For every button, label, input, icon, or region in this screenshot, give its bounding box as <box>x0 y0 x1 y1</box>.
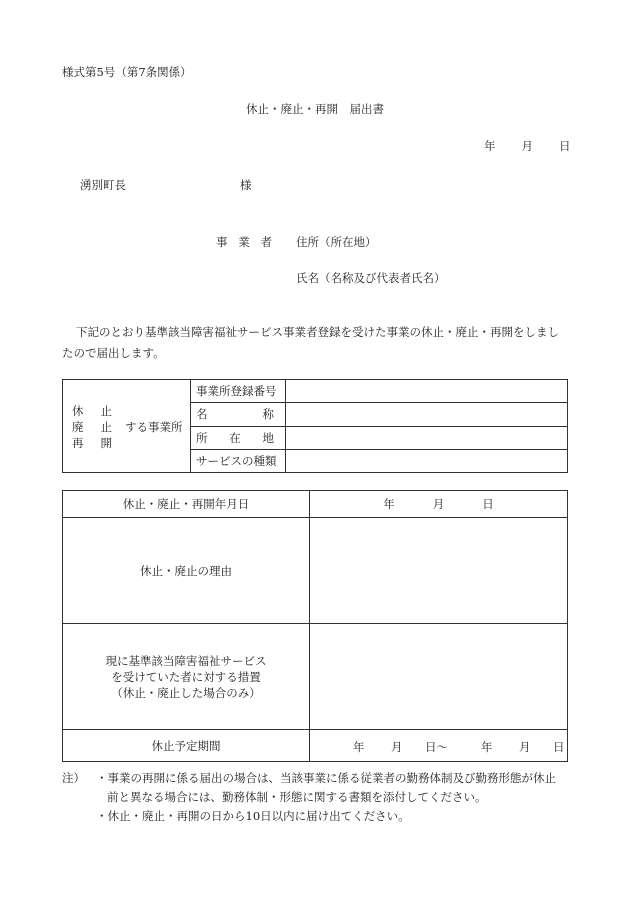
type-suspend: 休 止 <box>72 404 112 418</box>
measures-value[interactable] <box>310 624 568 730</box>
office-name-value[interactable] <box>286 403 568 426</box>
month-label: 月 <box>521 139 533 153</box>
applicant-char: 事 <box>216 235 228 249</box>
type-resume: 再 開 <box>72 436 112 450</box>
office-address-label: 所 在 地 <box>191 426 286 449</box>
note-1-line-1: ・事業の再開に係る届出の場合は、当該事業に係る従業者の勤務体制及び勤務形態が休止 <box>96 771 556 785</box>
office-table <box>62 379 568 473</box>
address-label: 住所（所在地） <box>296 235 377 249</box>
name-label: 氏名（名称及び代表者氏名） <box>296 271 446 285</box>
reason-label: 休止・廃止の理由 <box>63 518 310 624</box>
applicant-char: 者 <box>260 235 272 249</box>
document-title: 休止・廃止・再開 届出書 <box>246 102 384 116</box>
note-1-line-2: 前と異なる場合には、勤務体制・形態に関する書類を添付してください。 <box>107 790 487 804</box>
applicant-char: 業 <box>238 235 250 249</box>
registration-number-label: 事業所登録番号 <box>191 380 286 403</box>
office-type-suffix: する事業所 <box>125 420 183 434</box>
suspension-period-label: 休止予定期間 <box>63 730 310 762</box>
measures-label: 現に基準該当障害福祉サービス を受けていた者に対する措置 （休止・廃止した場合のみ） <box>63 624 310 730</box>
office-type-cell <box>63 380 191 473</box>
detail-table <box>62 490 568 762</box>
suspension-period-value[interactable]: 年 月 日～ 年 月 日 <box>310 730 568 762</box>
office-address-value[interactable] <box>286 426 568 449</box>
submission-date <box>484 138 571 154</box>
note-2: ・休止・廃止・再開の日から10日以内に届け出てください。 <box>96 809 410 823</box>
addressee: 湧別町長 <box>80 178 126 192</box>
reason-value[interactable] <box>310 518 568 624</box>
notes-marker: 注） <box>62 771 85 785</box>
service-type-label: サービスの種類 <box>191 449 286 472</box>
year-label: 年 <box>484 139 496 153</box>
office-name-label: 名 称 <box>191 403 286 426</box>
form-number: 様式第5号（第7条関係） <box>62 65 192 79</box>
body-text-line1: 下記のとおり基準該当障害福祉サービス事業者登録を受けた事業の休止・廃止・再開をしまし <box>76 325 559 339</box>
change-date-value[interactable]: 年 月 日 <box>310 491 568 518</box>
service-type-value[interactable] <box>286 449 568 472</box>
honorific: 様 <box>240 178 252 192</box>
applicant-label <box>216 234 272 250</box>
type-abolish: 廃 止 <box>72 420 112 434</box>
change-date-label: 休止・廃止・再開年月日 <box>63 491 310 518</box>
day-label: 日 <box>559 139 571 153</box>
registration-number-value[interactable] <box>286 380 568 403</box>
body-text-line2: たので届出します。 <box>62 346 165 360</box>
